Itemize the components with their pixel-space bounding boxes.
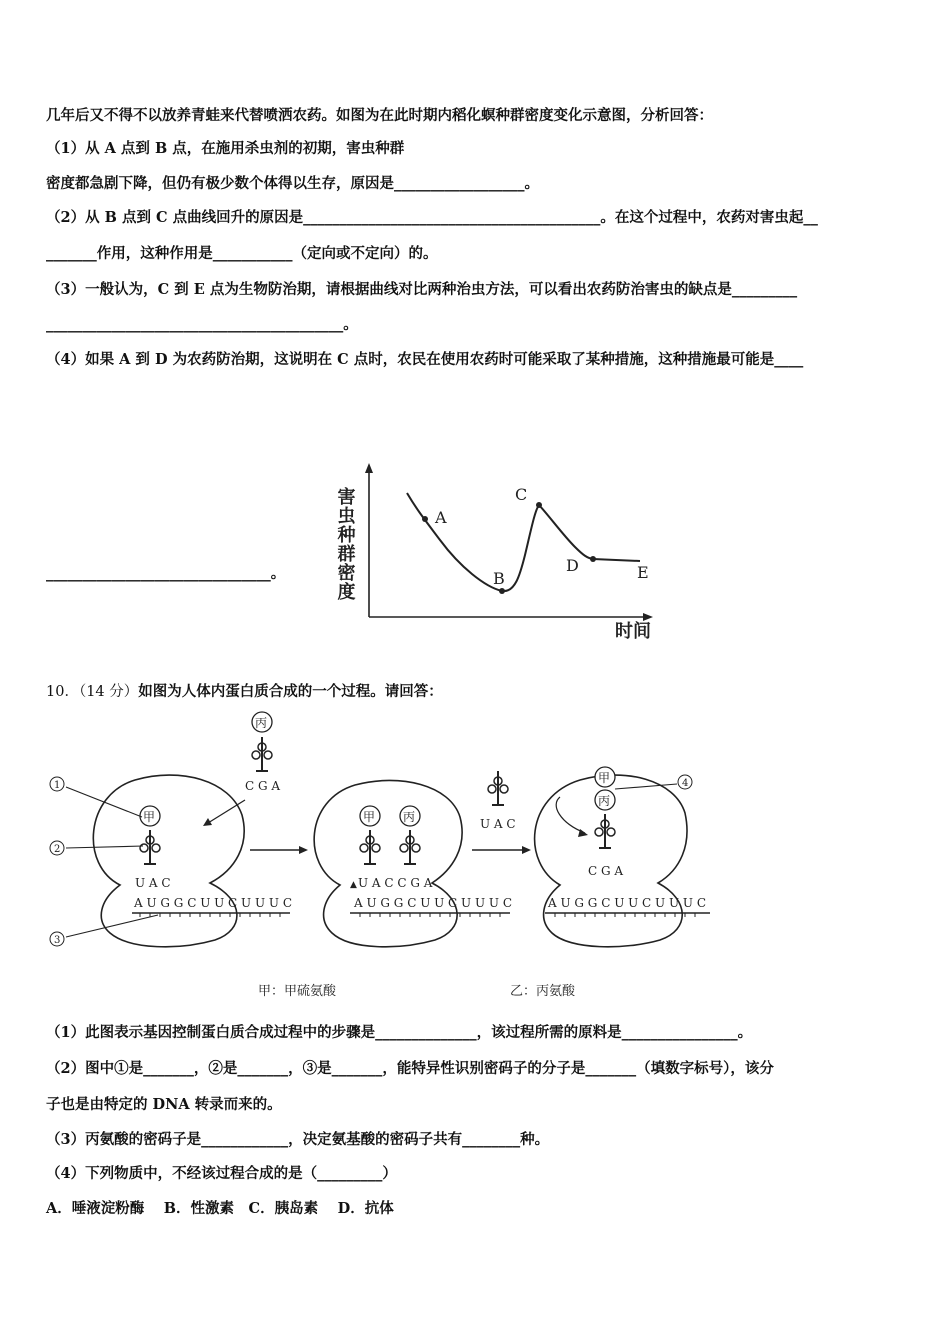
marker-4-digit: 4 <box>682 778 689 789</box>
point-label-e: E <box>637 563 649 582</box>
q9-intro: 几年后又不得不以放养青蛙来代替喷洒农药。如图为在此时期内稻化螟种群密度变化示意图，分析回答： <box>46 107 713 124</box>
q9-part2-line1: （2）从 B 点到 C 点曲线回升的原因是_________________________________________。在这个过程中，农药对害虫起__ <box>46 209 818 226</box>
legend-yi: 乙：丙氨酸 <box>510 984 576 999</box>
marker-4-pointer <box>615 784 677 789</box>
q9-part4-line2: _______________________________。 <box>46 565 286 582</box>
point-d <box>590 556 596 562</box>
amino-bing-label-free: 丙 <box>255 716 268 730</box>
anticodon-2: U A C C G A <box>358 876 433 890</box>
x-axis-arrow <box>643 613 653 621</box>
trna-free <box>252 737 272 771</box>
q10-part3: （3）丙氨酸的密码子是____________，决定氨基酸的密码子共有________种。 <box>46 1131 550 1148</box>
point-label-a: A <box>435 508 447 527</box>
step-arrow-1-head <box>299 846 308 854</box>
trna-3 <box>595 814 615 848</box>
trna-2a <box>360 830 380 864</box>
y-axis-label: 害虫种群密度 <box>334 487 356 601</box>
peptide-arrow <box>556 797 585 833</box>
q9-part3-line1: （3）一般认为，C 到 E 点为生物防治期，请根据曲线对比两种治虫方法，可以看出农药防治害虫的缺点是_________ <box>46 281 798 298</box>
amino-jia-label-1: 甲 <box>143 810 156 824</box>
q9-part3-line2: _________________________________________。 <box>46 316 358 333</box>
anticodon-leaving: U A C <box>480 817 516 831</box>
marker-2-digit: 2 <box>54 844 61 855</box>
population-density-chart <box>325 455 675 650</box>
trna-leaving <box>488 771 508 805</box>
point-b <box>499 588 505 594</box>
q10-number: 10． <box>46 684 79 700</box>
q10-title: 如图为人体内蛋白质合成的一个过程。请回答： <box>138 683 443 700</box>
marker-3-digit: 3 <box>54 935 61 946</box>
x-axis-label: 时间 <box>615 621 651 642</box>
entry-arrow <box>208 800 245 823</box>
point-a <box>422 516 428 522</box>
amino-jia-label-2: 甲 <box>363 810 376 824</box>
mrna-strand-2 <box>350 913 510 917</box>
anticodon-3: C G A <box>588 864 624 878</box>
amino-jia-label-3: 甲 <box>598 771 611 785</box>
q10-score: （14 分） <box>78 684 139 700</box>
marker-2-pointer <box>66 846 143 848</box>
mrna-sequence-2: A U G G C U U C U U U C <box>354 896 513 910</box>
point-c <box>536 502 542 508</box>
ribosome-1 <box>93 775 244 947</box>
mrna-sequence-3: A U G G C U U C U U U C <box>548 896 707 910</box>
q10-part2-line2: 子也是由特定的 DNA 转录而来的。 <box>46 1096 282 1113</box>
q10-options: A．唾液淀粉酶 B．性激素 C．胰岛素 D．抗体 <box>46 1200 394 1217</box>
marker-1-pointer <box>66 787 142 817</box>
point-label-c: C <box>515 485 528 504</box>
marker-1-digit: 1 <box>54 780 61 791</box>
point-label-d: D <box>566 556 579 575</box>
mrna-strand-3 <box>545 913 710 917</box>
legend-jia: 甲：甲硫氨酸 <box>258 984 337 999</box>
ribosome-2-pointer: ▲ <box>350 880 357 890</box>
q10-part2-line1: （2）图中①是_______，②是_______，③是_______，能特异性识别密码子的分子是_______（填数字标号），该分 <box>46 1060 774 1077</box>
q9-part1-line2: 密度都急剧下降，但仍有极少数个体得以生存，原因是__________________。 <box>46 175 539 192</box>
mrna-sequence-1: A U G G C U U C U U U C <box>134 896 293 910</box>
point-label-b: B <box>493 569 505 588</box>
q10-part4: （4）下列物质中，不经该过程合成的是（_________） <box>46 1165 397 1182</box>
anticodon-free: C G A <box>245 779 281 793</box>
trna-1 <box>140 830 160 864</box>
anticodon-1: U A C <box>135 876 171 890</box>
ribosome-2 <box>314 780 462 946</box>
q9-part2-line2: _______作用，这种作用是___________（定向或不定向）的。 <box>46 245 438 262</box>
q9-part4-line1: （4）如果 A 到 D 为农药防治期，这说明在 C 点时，农民在使用农药时可能采取了某种措施，这种措施最可能是____ <box>46 351 804 368</box>
q10-part1: （1）此图表示基因控制蛋白质合成过程中的步骤是______________，该过程所需的原料是________________。 <box>46 1024 753 1041</box>
step-arrow-2-head <box>522 846 531 854</box>
translation-diagram <box>40 705 740 1005</box>
q10-header <box>46 680 443 701</box>
trna-2b <box>400 830 420 864</box>
amino-bing-label-3: 丙 <box>598 794 611 808</box>
amino-bing-label-2: 丙 <box>403 810 416 824</box>
q9-part1-line1: （1）从 A 点到 B 点，在施用杀虫剂的初期，害虫种群 <box>46 140 405 157</box>
y-axis-arrow <box>365 463 373 473</box>
